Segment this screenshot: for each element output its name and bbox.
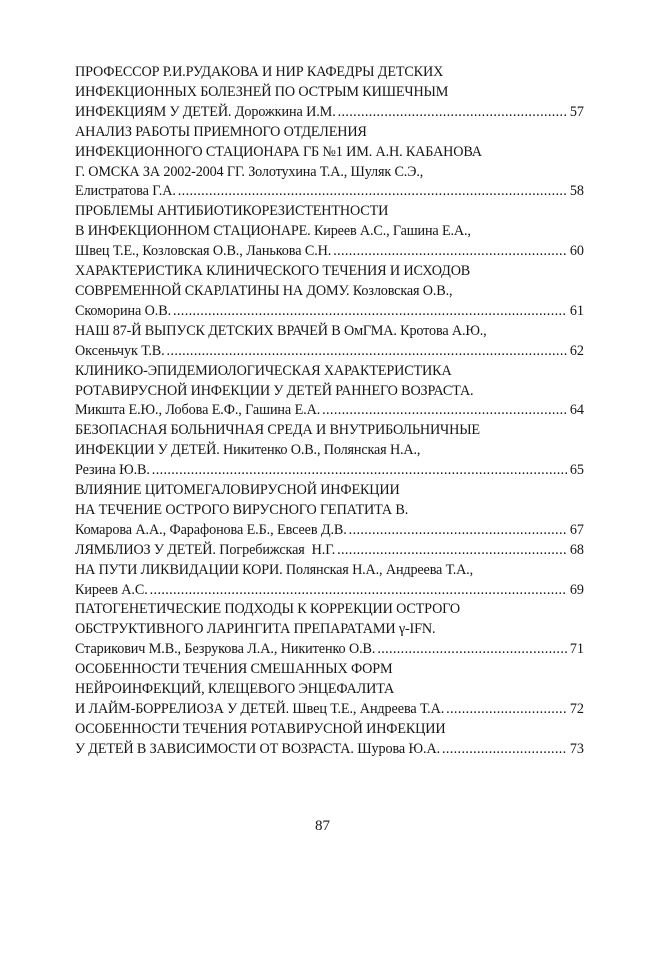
toc-entry-page-number: 73: [569, 740, 584, 757]
toc-entry-leader: [75, 242, 567, 262]
toc-entry-leader: [75, 461, 567, 481]
toc-entry-line: ОСОБЕННОСТИ ТЕЧЕНИЯ СМЕШАННЫХ ФОРМ: [75, 661, 393, 678]
toc-entry-page-number: 64: [569, 402, 584, 419]
toc-entry-last-line: [75, 401, 584, 421]
toc-entry-line: НЕЙРОИНФЕКЦИЙ, КЛЕЩЕВОГО ЭНЦЕФАЛИТА: [75, 681, 395, 698]
toc-entry-line: КЛИНИКО-ЭПИДЕМИОЛОГИЧЕСКАЯ ХАРАКТЕРИСТИКА: [75, 362, 452, 379]
toc-entry-authors: Елистратова Г.А.: [75, 183, 176, 200]
toc-entry-line: ИНФЕКЦИОННОГО СТАЦИОНАРА ГБ №1 ИМ. А.Н. КАБАНОВА: [75, 143, 482, 160]
toc-entry-line: НА ПУТИ ЛИКВИДАЦИИ КОРИ. Полянская Н.А., Андреева Т.А.,: [75, 561, 473, 578]
toc-entry-last-line: [75, 242, 584, 262]
page-number: 87: [315, 818, 330, 834]
toc-entry-line: В ИНФЕКЦИОННОМ СТАЦИОНАРЕ. Киреев А.С., Гашина Е.А.,: [75, 223, 471, 240]
toc-entry: [75, 481, 584, 541]
toc-entry-leader: [75, 521, 567, 541]
toc-entry-line: Г. ОМСКА ЗА 2002-2004 ГГ. Золотухина Т.А., Шуляк С.Э.,: [75, 163, 424, 180]
toc-entry: [75, 123, 584, 203]
toc-entry-leader: [75, 302, 567, 322]
toc-entry-authors: Оксеньчук Т.В.: [75, 342, 165, 359]
toc-entry-authors: Дорожкина И.М.: [231, 103, 336, 120]
toc-entry-authors: Комарова А.А., Фарафонова Е.Б., Евсеев Д.В.: [75, 521, 347, 538]
toc-entry-authors: Резина Ю.В.: [75, 462, 150, 479]
toc-entry-line: НАШ 87-Й ВЫПУСК ДЕТСКИХ ВРАЧЕЙ В ОмГМА. Кротова А.Ю.,: [75, 322, 487, 339]
toc-entry-last-line: [75, 182, 584, 202]
toc-entry-line: АНАЛИЗ РАБОТЫ ПРИЕМНОГО ОТДЕЛЕНИЯ: [75, 123, 367, 140]
toc-entry-last-line: [75, 541, 584, 561]
toc-entry: [75, 421, 584, 481]
toc-entry-leader: [75, 541, 567, 561]
toc-entry-line: ВЛИЯНИЕ ЦИТОМЕГАЛОВИРУСНОЙ ИНФЕКЦИИ: [75, 482, 400, 499]
toc-entry-authors: Микшта Е.Ю., Лобова Е.Ф., Гашина Е.А.: [75, 402, 321, 419]
toc-entry-line: ИНФЕКЦИИ У ДЕТЕЙ. Никитенко О.В., Полянская Н.А.,: [75, 442, 421, 459]
toc-entry-line: ИНФЕКЦИОННЫХ БОЛЕЗНЕЙ ПО ОСТРЫМ КИШЕЧНЫМ: [75, 83, 449, 100]
toc-entry: [75, 600, 584, 660]
toc-entry-line: НА ТЕЧЕНИЕ ОСТРОГО ВИРУСНОГО ГЕПАТИТА В.: [75, 501, 409, 518]
toc-entry-page-number: 57: [569, 103, 584, 120]
toc-entry: [75, 561, 584, 601]
toc-entry-title: У ДЕТЕЙ В ЗАВИСИМОСТИ ОТ ВОЗРАСТА.: [75, 740, 354, 757]
toc-entry-last-line: [75, 740, 584, 760]
toc-entry-title: И ЛАЙМ-БОРРЕЛИОЗА У ДЕТЕЙ.: [75, 701, 289, 717]
toc-entry: [75, 202, 584, 262]
toc-entry-last-line: [75, 700, 584, 720]
toc-entry-authors: Швец Т.Е., Андреева Т.А.: [288, 701, 445, 717]
toc-entry-authors: Шурова Ю.А.: [353, 740, 441, 757]
toc-entry-line: РОТАВИРУСНОЙ ИНФЕКЦИИ У ДЕТЕЙ РАННЕГО ВОЗРАСТА.: [75, 382, 474, 399]
toc-entry-page-number: 65: [569, 462, 584, 479]
toc-entry-last-line: [75, 342, 584, 362]
toc-entry-line: ПРОБЛЕМЫ АНТИБИОТИКОРЕЗИСТЕНТНОСТИ: [75, 203, 389, 220]
toc-entry: [75, 660, 584, 720]
toc-entry-title: ИНФЕКЦИЯМ У ДЕТЕЙ.: [75, 103, 232, 120]
toc-entry-line: БЕЗОПАСНАЯ БОЛЬНИЧНАЯ СРЕДА И ВНУТРИБОЛЬНИЧНЫЕ: [75, 422, 480, 439]
toc-entry: [75, 262, 584, 322]
toc-entry-authors: Старикович М.В., Безрукова Л.А., Никитенко О.В.: [75, 641, 376, 658]
toc-entry: [75, 322, 584, 362]
toc-entry-leader: [75, 700, 567, 720]
table-of-contents: [75, 63, 584, 760]
toc-entry-leader: [75, 640, 567, 660]
toc-entry-page-number: 67: [569, 521, 584, 538]
toc-entry-last-line: [75, 461, 584, 481]
toc-entry-line: СОВРЕМЕННОЙ СКАРЛАТИНЫ НА ДОМУ. Козловская О.В.,: [75, 282, 453, 299]
toc-entry-page-number: 62: [569, 342, 584, 359]
toc-entry-line: ХАРАКТЕРИСТИКА КЛИНИЧЕСКОГО ТЕЧЕНИЯ И ИСХОДОВ: [75, 263, 471, 280]
toc-entry-page-number: 69: [569, 581, 584, 598]
toc-entry-page-number: 61: [569, 302, 584, 319]
toc-entry-line: ОБСТРУКТИВНОГО ЛАРИНГИТА ПРЕПАРАТАМИ γ-IFN.: [75, 621, 436, 638]
toc-entry-page-number: 72: [569, 701, 584, 717]
toc-entry-leader: [75, 103, 567, 123]
toc-entry-leader: [75, 581, 567, 601]
toc-entry-authors: Погребижская Н.Г.: [215, 541, 336, 558]
toc-entry-leader: [75, 401, 567, 421]
toc-entry-line: ОСОБЕННОСТИ ТЕЧЕНИЯ РОТАВИРУСНОЙ ИНФЕКЦИИ: [75, 720, 446, 737]
toc-entry-title: ЛЯМБЛИОЗ У ДЕТЕЙ.: [75, 541, 216, 558]
toc-entry-line: ПАТОГЕНЕТИЧЕСКИЕ ПОДХОДЫ К КОРРЕКЦИИ ОСТРОГО: [75, 601, 460, 618]
toc-entry-page-number: 60: [569, 243, 584, 260]
toc-entry-page-number: 71: [569, 641, 584, 658]
toc-entry-page-number: 58: [569, 183, 584, 200]
toc-entry: [75, 362, 584, 422]
toc-entry-line: ПРОФЕССОР Р.И.РУДАКОВА И НИР КАФЕДРЫ ДЕТСКИХ: [75, 64, 444, 80]
toc-entry-leader: [75, 342, 567, 362]
toc-entry-leader: [75, 740, 567, 760]
toc-entry-authors: Киреев А.С.: [75, 581, 148, 598]
toc-entry-last-line: [75, 581, 584, 601]
toc-entry-leader: [75, 182, 567, 202]
toc-entry: [75, 541, 584, 561]
toc-entry: [75, 63, 584, 123]
toc-entry-last-line: [75, 302, 584, 322]
toc-entry-authors: Швец Т.Е., Козловская О.В., Ланькова С.Н.: [75, 243, 332, 260]
toc-entry-authors: Скоморина О.В.: [75, 302, 172, 319]
toc-entry-page-number: 68: [569, 541, 584, 558]
toc-entry: [75, 720, 584, 760]
toc-entry-last-line: [75, 521, 584, 541]
toc-entry-last-line: [75, 103, 584, 123]
toc-entry-last-line: [75, 640, 584, 660]
